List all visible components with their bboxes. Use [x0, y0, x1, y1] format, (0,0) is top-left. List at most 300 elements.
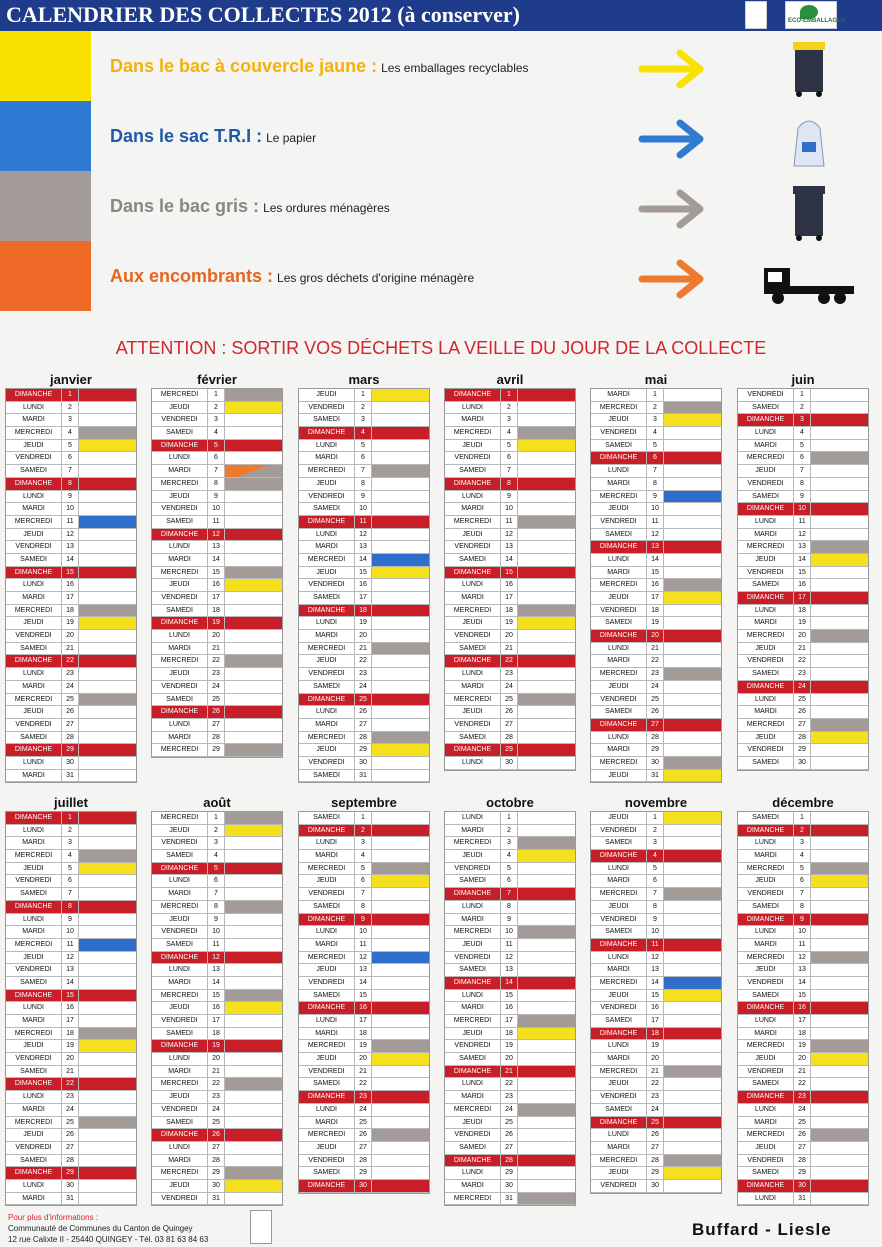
day-number: 13: [62, 541, 79, 553]
collection-cell: [79, 1155, 136, 1167]
day-name: DIMANCHE: [738, 592, 794, 604]
day-number: 19: [501, 617, 518, 629]
day-row: [591, 402, 721, 415]
collection-cell: [79, 643, 136, 655]
day-name: DIMANCHE: [6, 655, 62, 667]
day-number: 15: [794, 567, 811, 579]
collection-cell: [79, 825, 136, 837]
collection-cell: [225, 617, 282, 629]
day-row: [299, 1180, 429, 1193]
day-name: JEUDI: [299, 389, 355, 401]
yellow-lid-bin-icon: [790, 38, 828, 98]
day-number: 12: [355, 529, 372, 541]
collection-cell: [79, 567, 136, 579]
month-table: [444, 388, 576, 771]
day-name: MERCREDI: [152, 655, 208, 667]
day-number: 20: [355, 630, 372, 642]
day-number: 12: [208, 529, 225, 541]
day-name: MARDI: [738, 440, 794, 452]
day-number: 4: [62, 850, 79, 862]
day-name: DIMANCHE: [299, 516, 355, 528]
header-bar: [0, 0, 882, 31]
day-name: VENDREDI: [299, 1155, 355, 1167]
day-row: [6, 863, 136, 876]
day-row: [6, 516, 136, 529]
day-number: 19: [501, 1040, 518, 1052]
day-name: SAMEDI: [152, 694, 208, 706]
day-number: 12: [62, 952, 79, 964]
day-row: [738, 1167, 868, 1180]
day-row: [152, 503, 282, 516]
day-name: VENDREDI: [738, 744, 794, 756]
day-row: [738, 990, 868, 1003]
collection-cell: [372, 977, 429, 989]
collection-cell: [811, 1155, 868, 1167]
day-number: 14: [794, 554, 811, 566]
day-name: VENDREDI: [445, 452, 501, 464]
day-name: MERCREDI: [445, 694, 501, 706]
day-name: LUNDI: [152, 630, 208, 642]
day-row: [738, 465, 868, 478]
day-row: [299, 1015, 429, 1028]
day-number: 28: [355, 732, 372, 744]
day-row: [445, 914, 575, 927]
day-number: 25: [208, 694, 225, 706]
day-row: [6, 503, 136, 516]
day-row: [6, 655, 136, 668]
collection-cell: [79, 579, 136, 591]
month-table: [5, 811, 137, 1206]
day-row: [445, 1193, 575, 1206]
day-name: VENDREDI: [152, 592, 208, 604]
day-name: JEUDI: [591, 812, 647, 824]
day-row: [445, 516, 575, 529]
day-row: [152, 427, 282, 440]
day-number: 6: [62, 875, 79, 887]
collection-cell: [664, 389, 721, 401]
day-row: [445, 850, 575, 863]
day-name: VENDREDI: [738, 655, 794, 667]
day-row: [591, 825, 721, 838]
day-number: 10: [62, 926, 79, 938]
day-name: MERCREDI: [6, 427, 62, 439]
collection-cell: [372, 1180, 429, 1192]
day-number: 25: [501, 694, 518, 706]
day-number: 15: [647, 990, 664, 1002]
day-row: [445, 990, 575, 1003]
day-number: 26: [501, 706, 518, 718]
day-name: LUNDI: [738, 694, 794, 706]
day-row: [738, 655, 868, 668]
day-row: [445, 1167, 575, 1180]
collection-cell: [372, 427, 429, 439]
legend-blue: Dans le sac T.R.I : Le papier: [110, 126, 317, 146]
day-name: VENDREDI: [445, 630, 501, 642]
day-name: VENDREDI: [299, 888, 355, 900]
day-number: 3: [794, 414, 811, 426]
day-name: JEUDI: [299, 744, 355, 756]
collection-cell: [225, 1066, 282, 1078]
day-row: [6, 452, 136, 465]
day-name: MARDI: [6, 926, 62, 938]
collection-cell: [664, 977, 721, 989]
day-name: VENDREDI: [152, 1104, 208, 1116]
grey-band: [0, 171, 91, 241]
day-name: MERCREDI: [445, 516, 501, 528]
collection-cell: [372, 964, 429, 976]
collection-cell: [372, 592, 429, 604]
day-row: [152, 694, 282, 707]
day-name: JEUDI: [152, 491, 208, 503]
day-number: 27: [208, 719, 225, 731]
day-number: 2: [355, 825, 372, 837]
day-name: JEUDI: [445, 706, 501, 718]
day-name: DIMANCHE: [6, 389, 62, 401]
day-number: 25: [794, 694, 811, 706]
day-row: [6, 402, 136, 415]
day-row: [6, 529, 136, 542]
day-name: SAMEDI: [591, 617, 647, 629]
day-number: 12: [647, 529, 664, 541]
day-name: VENDREDI: [445, 952, 501, 964]
day-number: 12: [208, 952, 225, 964]
collection-cell: [518, 655, 575, 667]
day-name: JEUDI: [445, 939, 501, 951]
day-name: VENDREDI: [738, 1155, 794, 1167]
day-name: MARDI: [6, 770, 62, 782]
day-number: 9: [647, 914, 664, 926]
collection-cell: [664, 1066, 721, 1078]
day-name: MERCREDI: [445, 605, 501, 617]
day-name: SAMEDI: [6, 643, 62, 655]
day-number: 9: [62, 914, 79, 926]
day-name: SAMEDI: [299, 592, 355, 604]
day-number: 10: [501, 503, 518, 515]
day-number: 24: [647, 1104, 664, 1116]
day-number: 16: [355, 1002, 372, 1014]
day-number: 21: [647, 643, 664, 655]
collection-cell: [372, 1091, 429, 1103]
day-number: 2: [501, 825, 518, 837]
day-name: DIMANCHE: [738, 1091, 794, 1103]
day-name: MERCREDI: [152, 744, 208, 756]
collection-cell: [79, 901, 136, 913]
day-number: 16: [208, 1002, 225, 1014]
day-number: 17: [355, 1015, 372, 1027]
day-row: [6, 414, 136, 427]
day-number: 1: [355, 812, 372, 824]
collection-cell: [79, 1078, 136, 1090]
day-number: 1: [62, 389, 79, 401]
collection-cell: [372, 541, 429, 553]
collection-cell: [664, 888, 721, 900]
day-number: 7: [355, 465, 372, 477]
day-row: [6, 681, 136, 694]
collection-cell: [225, 1028, 282, 1040]
day-row: [299, 964, 429, 977]
collection-cell: [811, 617, 868, 629]
day-name: MARDI: [445, 914, 501, 926]
day-name: LUNDI: [591, 732, 647, 744]
day-number: 11: [647, 939, 664, 951]
day-row: [152, 888, 282, 901]
day-number: 20: [794, 1053, 811, 1065]
day-number: 5: [794, 863, 811, 875]
day-row: [445, 939, 575, 952]
collection-cell: [811, 554, 868, 566]
day-row: [6, 1053, 136, 1066]
day-number: 29: [355, 744, 372, 756]
day-number: 27: [62, 1142, 79, 1154]
day-row: [6, 1155, 136, 1168]
day-name: MERCREDI: [299, 732, 355, 744]
day-number: 5: [62, 863, 79, 875]
collection-cell: [664, 1155, 721, 1167]
day-row: [738, 1078, 868, 1091]
day-number: 22: [355, 655, 372, 667]
day-number: 25: [208, 1117, 225, 1129]
day-row: [152, 875, 282, 888]
month-table: [444, 811, 576, 1206]
collection-cell: [811, 825, 868, 837]
collection-cell: [79, 1142, 136, 1154]
collection-cell: [372, 503, 429, 515]
day-row: [445, 825, 575, 838]
day-number: 6: [208, 875, 225, 887]
day-number: 25: [355, 694, 372, 706]
day-row: [299, 863, 429, 876]
collection-cell: [372, 681, 429, 693]
day-number: 24: [355, 1104, 372, 1116]
day-number: 11: [208, 516, 225, 528]
day-row: [445, 579, 575, 592]
yellow-arrow-icon: [638, 48, 710, 90]
day-row: [152, 1129, 282, 1142]
day-name: MARDI: [152, 465, 208, 477]
collection-cell: [518, 503, 575, 515]
day-number: 28: [647, 1155, 664, 1167]
day-row: [299, 719, 429, 732]
day-number: 14: [647, 554, 664, 566]
day-name: MARDI: [591, 1053, 647, 1065]
day-row: [591, 990, 721, 1003]
day-row: [6, 770, 136, 783]
day-number: 9: [355, 914, 372, 926]
day-name: MERCREDI: [152, 1078, 208, 1090]
day-row: [738, 1053, 868, 1066]
day-name: JEUDI: [299, 567, 355, 579]
day-name: DIMANCHE: [152, 529, 208, 541]
day-number: 3: [794, 837, 811, 849]
day-number: 16: [355, 579, 372, 591]
collection-cell: [664, 901, 721, 913]
day-name: LUNDI: [738, 605, 794, 617]
legend-orange: Aux encombrants : Les gros déchets d'origine ménagère: [110, 266, 475, 286]
collection-cell: [811, 1040, 868, 1052]
collection-cell: [225, 1129, 282, 1141]
collection-cell: [372, 901, 429, 913]
brand-name: Buffard - Liesle: [692, 1220, 832, 1239]
day-name: MARDI: [152, 977, 208, 989]
day-name: DIMANCHE: [591, 850, 647, 862]
day-row: [152, 744, 282, 757]
day-number: 1: [794, 812, 811, 824]
day-row: [299, 1066, 429, 1079]
day-name: VENDREDI: [6, 875, 62, 887]
day-row: [445, 719, 575, 732]
collection-cell: [518, 926, 575, 938]
day-row: [6, 812, 136, 825]
day-number: 5: [647, 863, 664, 875]
collection-cell: [372, 567, 429, 579]
day-number: 18: [62, 1028, 79, 1040]
day-name: MERCREDI: [591, 579, 647, 591]
day-number: 31: [62, 770, 79, 782]
collection-cell: [664, 939, 721, 951]
collection-cell: [225, 719, 282, 731]
day-row: [738, 402, 868, 415]
day-name: JEUDI: [738, 465, 794, 477]
day-number: 11: [501, 939, 518, 951]
day-number: 28: [208, 1155, 225, 1167]
collection-cell: [79, 863, 136, 875]
collection-cell: [79, 554, 136, 566]
day-name: SAMEDI: [6, 465, 62, 477]
collection-cell: [372, 719, 429, 731]
day-number: 5: [208, 440, 225, 452]
day-name: SAMEDI: [738, 402, 794, 414]
footer-info: Pour plus d'informations : Communauté de Communes du Canton de Quingey 12 rue Calixte II - 25440 QUINGEY - Tél. 03 81 63 84 63: [8, 1213, 209, 1244]
collection-cell: [79, 850, 136, 862]
day-name: JEUDI: [445, 1117, 501, 1129]
day-row: [152, 1002, 282, 1015]
day-row: [445, 1180, 575, 1193]
collection-cell: [664, 850, 721, 862]
day-number: 6: [794, 452, 811, 464]
day-number: 4: [794, 850, 811, 862]
day-number: 3: [355, 414, 372, 426]
day-name: SAMEDI: [738, 901, 794, 913]
day-name: LUNDI: [738, 516, 794, 528]
collection-cell: [372, 850, 429, 862]
collection-cell: [518, 1091, 575, 1103]
day-number: 18: [794, 605, 811, 617]
day-name: MARDI: [6, 503, 62, 515]
day-name: LUNDI: [591, 465, 647, 477]
collection-cell: [225, 491, 282, 503]
day-row: [6, 668, 136, 681]
day-number: 10: [208, 926, 225, 938]
day-row: [299, 901, 429, 914]
day-row: [299, 1155, 429, 1168]
collection-cell: [664, 837, 721, 849]
day-name: SAMEDI: [591, 529, 647, 541]
day-name: VENDREDI: [591, 516, 647, 528]
day-row: [6, 1142, 136, 1155]
day-number: 30: [355, 757, 372, 769]
day-number: 8: [647, 478, 664, 490]
day-name: MARDI: [299, 452, 355, 464]
collection-cell: [79, 732, 136, 744]
day-number: 29: [62, 1167, 79, 1179]
day-number: 3: [208, 837, 225, 849]
collection-cell: [518, 1028, 575, 1040]
day-row: [152, 630, 282, 643]
day-name: MERCREDI: [152, 812, 208, 824]
collection-cell: [811, 757, 868, 769]
collection-cell: [811, 1002, 868, 1014]
collection-cell: [518, 478, 575, 490]
collection-cell: [811, 926, 868, 938]
collection-cell: [811, 977, 868, 989]
day-row: [152, 1015, 282, 1028]
month-name: mai: [644, 372, 668, 387]
day-number: 7: [794, 465, 811, 477]
day-number: 14: [647, 977, 664, 989]
day-name: VENDREDI: [299, 668, 355, 680]
day-number: 10: [208, 503, 225, 515]
day-number: 17: [794, 1015, 811, 1027]
day-row: [299, 1104, 429, 1117]
day-name: MERCREDI: [445, 837, 501, 849]
day-name: SAMEDI: [445, 875, 501, 887]
collection-cell: [372, 770, 429, 782]
day-name: LUNDI: [445, 402, 501, 414]
day-row: [6, 694, 136, 707]
day-name: DIMANCHE: [6, 744, 62, 756]
day-row: [445, 655, 575, 668]
day-row: [591, 1129, 721, 1142]
day-number: 18: [355, 1028, 372, 1040]
day-number: 7: [62, 888, 79, 900]
day-name: MERCREDI: [445, 926, 501, 938]
day-number: 17: [355, 592, 372, 604]
day-row: [152, 605, 282, 618]
day-name: MERCREDI: [299, 1129, 355, 1141]
collection-cell: [664, 643, 721, 655]
day-name: DIMANCHE: [6, 812, 62, 824]
collection-cell: [518, 1078, 575, 1090]
day-number: 21: [794, 1066, 811, 1078]
collection-cell: [79, 478, 136, 490]
day-row: [445, 643, 575, 656]
day-name: MARDI: [152, 732, 208, 744]
day-name: VENDREDI: [6, 630, 62, 642]
day-number: 16: [62, 579, 79, 591]
day-number: 20: [647, 1053, 664, 1065]
day-name: JEUDI: [591, 414, 647, 426]
day-row: [738, 1104, 868, 1117]
day-name: MERCREDI: [738, 1040, 794, 1052]
day-row: [6, 964, 136, 977]
day-name: LUNDI: [299, 617, 355, 629]
collection-cell: [518, 1142, 575, 1154]
day-row: [591, 617, 721, 630]
day-name: MERCREDI: [738, 952, 794, 964]
collection-cell: [79, 1053, 136, 1065]
day-row: [445, 541, 575, 554]
day-name: MARDI: [738, 1028, 794, 1040]
collection-cell: [811, 389, 868, 401]
day-number: 19: [62, 617, 79, 629]
day-row: [445, 1142, 575, 1155]
collection-cell: [225, 850, 282, 862]
collection-cell: [811, 964, 868, 976]
day-name: DIMANCHE: [6, 1078, 62, 1090]
collection-cell: [664, 706, 721, 718]
day-number: 13: [794, 964, 811, 976]
day-name: JEUDI: [738, 732, 794, 744]
